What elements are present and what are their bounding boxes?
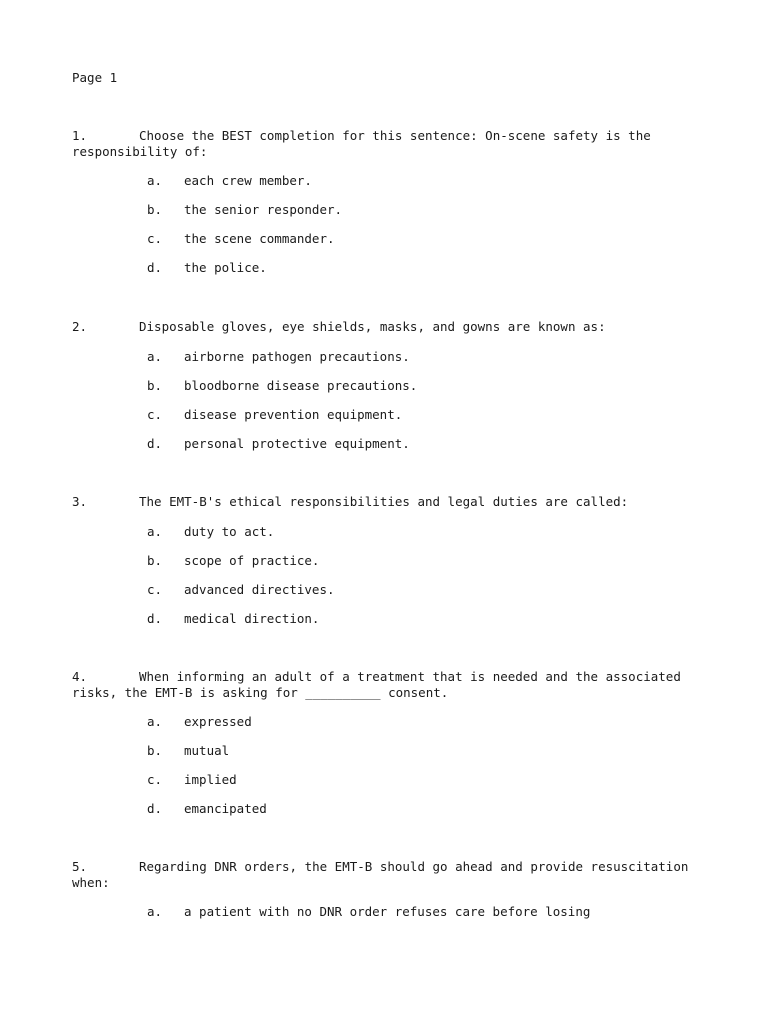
choice-letter: c. xyxy=(147,581,163,597)
question-number: 5. xyxy=(72,859,88,874)
choice-text: each crew member. xyxy=(184,173,312,188)
choice-item xyxy=(72,714,712,743)
question-number: 3. xyxy=(72,494,88,509)
choice-item xyxy=(72,743,712,772)
choice-item xyxy=(72,260,712,289)
choice-letter: b. xyxy=(147,552,163,568)
question-stem xyxy=(72,494,712,510)
choice-text: duty to act. xyxy=(184,523,275,539)
choice-item xyxy=(72,801,712,830)
choice-item xyxy=(72,231,712,260)
question-3 xyxy=(72,494,712,640)
choice-text: the senior responder. xyxy=(184,202,343,217)
choice-item xyxy=(72,904,712,933)
choice-text: the scene commander. xyxy=(184,231,335,246)
choice-item xyxy=(72,524,712,553)
choice-item xyxy=(72,436,712,465)
choice-letter: a. xyxy=(147,173,163,188)
choice-text: emancipated xyxy=(184,801,267,816)
choice-letter: b. xyxy=(147,202,163,217)
choice-letter: d. xyxy=(147,435,163,451)
question-stem xyxy=(72,669,712,700)
choice-text: expressed xyxy=(184,714,252,729)
choice-item xyxy=(72,582,712,611)
choice-letter: d. xyxy=(147,801,163,816)
choice-letter: a. xyxy=(147,348,163,364)
question-2 xyxy=(72,319,712,465)
choice-letter: c. xyxy=(147,772,163,787)
question-text: Disposable gloves, eye shields, masks, and gowns are known as: xyxy=(139,319,606,334)
choice-text: mutual xyxy=(184,743,230,758)
choice-text: airborne pathogen precautions. xyxy=(184,348,410,364)
choice-item xyxy=(72,173,712,202)
question-text: Choose the BEST completion for this sentence: On-scene safety is the responsibility of: xyxy=(72,128,651,159)
choice-letter: c. xyxy=(147,231,163,246)
choice-list xyxy=(72,714,712,830)
choice-text: bloodborne disease precautions. xyxy=(184,377,418,393)
choice-text: the police. xyxy=(184,260,267,275)
choice-item xyxy=(72,772,712,801)
choice-list xyxy=(72,349,712,465)
question-stem xyxy=(72,859,712,890)
question-number: 1. xyxy=(72,128,88,143)
choice-item xyxy=(72,378,712,407)
choice-letter: d. xyxy=(147,610,163,626)
choice-text: advanced directives. xyxy=(184,581,335,597)
choice-letter: b. xyxy=(147,743,163,758)
choice-text: personal protective equipment. xyxy=(184,435,410,451)
choice-item xyxy=(72,553,712,582)
question-stem xyxy=(72,128,712,159)
question-number: 4. xyxy=(72,669,88,684)
choice-letter: a. xyxy=(147,523,163,539)
question-1 xyxy=(72,128,712,289)
choice-item xyxy=(72,611,712,640)
question-number: 2. xyxy=(72,319,88,334)
choice-text: scope of practice. xyxy=(184,552,320,568)
choice-list xyxy=(72,904,712,933)
choice-item xyxy=(72,407,712,436)
choice-item xyxy=(72,202,712,231)
page-label: Page 1 xyxy=(72,70,118,85)
choice-letter: c. xyxy=(147,406,163,422)
question-text: The EMT-B's ethical responsibilities and legal duties are called: xyxy=(139,494,629,509)
question-stem xyxy=(72,319,712,335)
choice-text: a patient with no DNR order refuses care before losing xyxy=(184,904,591,919)
choice-text: disease prevention equipment. xyxy=(184,406,403,422)
choice-list xyxy=(72,173,712,289)
question-text: Regarding DNR orders, the EMT-B should go ahead and provide resuscitation when: xyxy=(72,859,689,890)
choice-letter: a. xyxy=(147,904,163,919)
question-4 xyxy=(72,669,712,830)
question-5 xyxy=(72,859,712,933)
choice-list xyxy=(72,524,712,640)
choice-letter: d. xyxy=(147,260,163,275)
choice-text: implied xyxy=(184,772,237,787)
choice-text: medical direction. xyxy=(184,610,320,626)
choice-letter: b. xyxy=(147,377,163,393)
question-text: When informing an adult of a treatment that is needed and the associated risks, the EMT-B is asking for __________ consent. xyxy=(72,669,681,700)
choice-letter: a. xyxy=(147,714,163,729)
choice-item xyxy=(72,349,712,378)
